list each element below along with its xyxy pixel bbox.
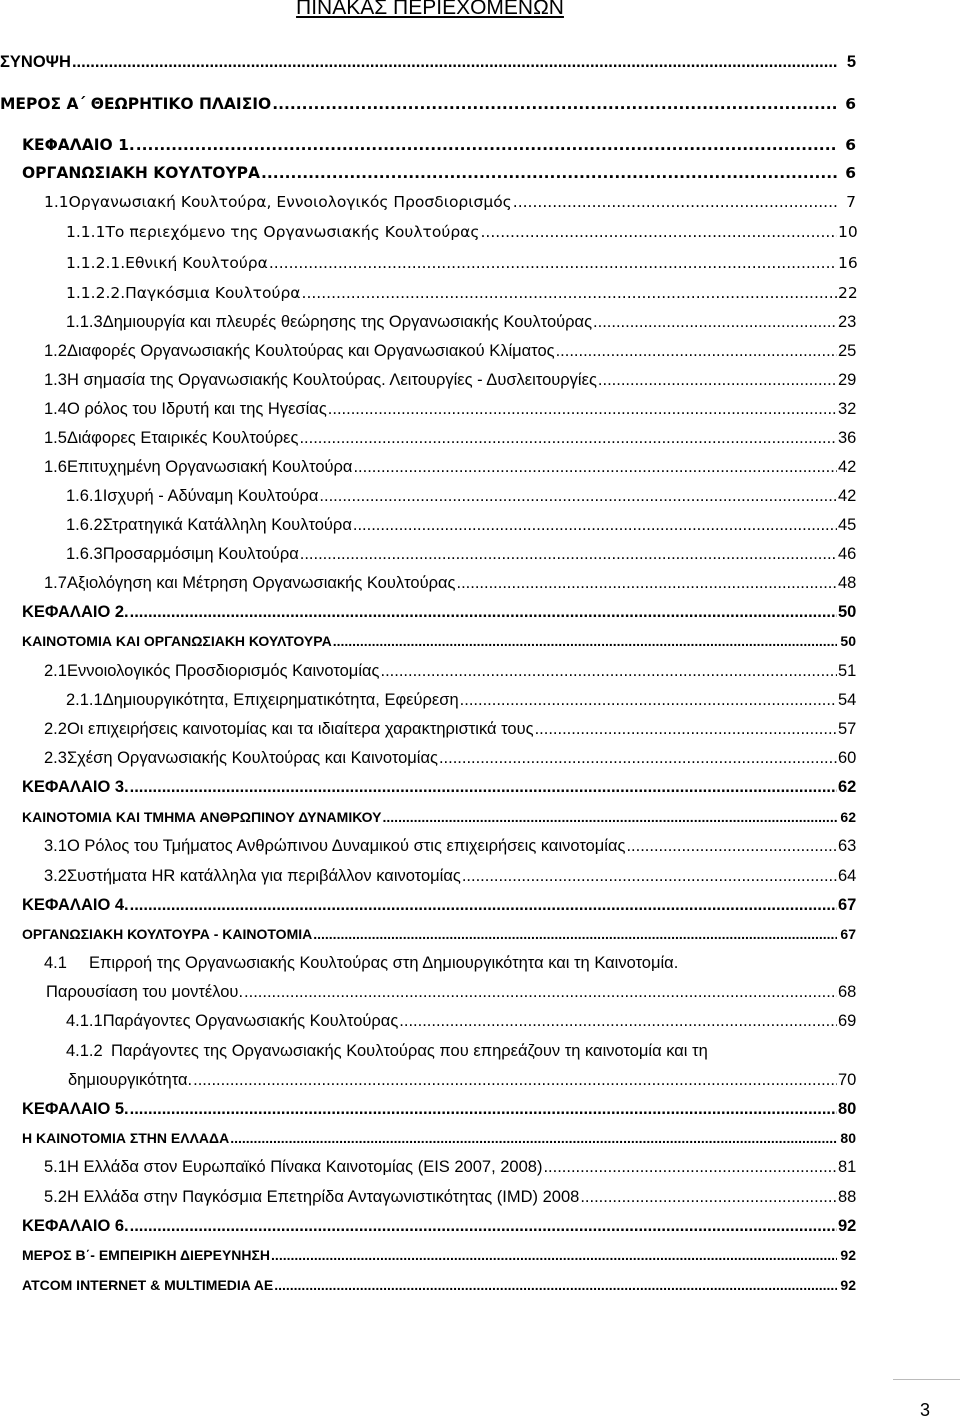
dot-leader: [244, 978, 837, 1007]
dot-leader: [460, 686, 837, 715]
dot-leader: [319, 482, 837, 511]
toc-entry[interactable]: [22, 1241, 856, 1270]
toc-entry[interactable]: [22, 627, 856, 656]
toc-entry-page: 62: [838, 778, 857, 796]
toc-entry-text: Προσαρμόσιμη Κουλτούρα: [102, 545, 299, 563]
toc-entry-number: 1.6: [44, 458, 67, 476]
toc-entry-text: ΚΕΦΑΛΑΙΟ 6.: [22, 1217, 129, 1235]
toc-entry[interactable]: [22, 920, 856, 949]
toc-entry-text: Η σημασία της Οργανωσιακής Κουλτούρας. Λειτουργίες - Δυσλειτουργίες: [66, 371, 597, 389]
toc-entry-page: 6: [845, 164, 856, 182]
toc-entry-number: 1.1.2.2.: [66, 284, 126, 302]
dot-leader: [300, 540, 837, 569]
dot-leader: [580, 1183, 837, 1212]
dot-leader: [383, 803, 837, 832]
toc-entry-text: Ισχυρή - Αδύναμη Κουλτούρα: [102, 487, 319, 505]
toc-entry-number: 1.7: [44, 574, 67, 592]
toc-entry[interactable]: [66, 1007, 856, 1036]
toc-entry-number: 1.4: [44, 400, 67, 418]
toc-entry[interactable]: [44, 424, 856, 453]
dot-leader: [353, 453, 837, 482]
dot-leader: [399, 1007, 837, 1036]
toc-entry-number: 1.1.3: [66, 313, 103, 331]
toc-entry[interactable]: [22, 803, 856, 832]
toc-entry-text: Οι επιχειρήσεις καινοτομίας και τα ιδιαίτερα χαρακτηριστικά τους: [66, 720, 534, 738]
toc-entry-number: 1.1.2.1.: [66, 254, 126, 272]
toc-entry-text: ΚΕΦΑΛΑΙΟ 5.: [22, 1100, 129, 1118]
toc-entry-text: Ο ρόλος του Ιδρυτή και της Ηγεσίας: [66, 400, 327, 418]
toc-entry-text: Η ΚΑΙΝΟΤΟΜΙΑ ΣΤΗΝ ΕΛΛΑΔΑ: [22, 1130, 230, 1146]
toc-entry[interactable]: [44, 744, 856, 773]
toc-entry-text: ΚΕΦΑΛΑΙΟ 4.: [22, 896, 129, 914]
toc-entry-page: 68: [838, 983, 857, 1001]
toc-entry-text: ΟΡΓΑΝΩΣΙΑΚΗ ΚΟΥΛΤΟΥΡΑ: [22, 164, 261, 182]
toc-entry-text: Επιρροή της Οργανωσιακής Κουλτούρας στη Δημιουργικότητα και τη Καινοτομία.: [89, 954, 679, 972]
toc-entry-number: 4.1.1: [66, 1012, 103, 1030]
dot-leader: [333, 627, 837, 656]
toc-entry-page: 81: [838, 1158, 857, 1176]
toc-entry-page: 67: [840, 926, 856, 942]
toc-entry[interactable]: [22, 1095, 856, 1124]
toc-entry-page: 80: [838, 1100, 857, 1118]
toc-entry-number: 2.1: [44, 662, 67, 680]
toc-entry-page: 42: [838, 458, 857, 476]
toc-entry-page: 57: [838, 720, 857, 738]
dot-leader: [261, 159, 837, 188]
dot-leader: [136, 131, 837, 160]
toc-entry[interactable]: [66, 686, 856, 715]
toc-entry-text: Διάφορες Εταιρικές Κουλτούρες: [66, 429, 299, 447]
toc-entry-number: 3.2: [44, 867, 67, 885]
toc-entry-number: 1.6.1: [66, 487, 103, 505]
toc-entry-page: 6: [845, 95, 856, 113]
toc-entry-number: 1.6.3: [66, 545, 103, 563]
toc-entry[interactable]: [0, 48, 856, 77]
dot-leader: [193, 1066, 837, 1095]
dot-leader: [130, 1212, 837, 1241]
dot-leader: [130, 773, 837, 802]
toc-entry[interactable]: [22, 131, 856, 160]
toc-entry[interactable]: [22, 1124, 856, 1153]
toc-entry[interactable]: [22, 159, 856, 188]
toc-entry-page: 63: [838, 837, 857, 855]
toc-entry-page: 67: [838, 896, 857, 914]
dot-leader: [513, 188, 837, 217]
toc-entry-page: 36: [838, 429, 857, 447]
toc-entry-text: Παγκόσμια Κουλτούρα: [125, 284, 301, 302]
dot-leader: [543, 1153, 837, 1182]
toc-entry-line[interactable]: [66, 1037, 708, 1066]
dot-leader: [481, 218, 838, 247]
toc-entry[interactable]: [44, 188, 856, 217]
dot-leader: [598, 366, 837, 395]
toc-entry-text: Δημιουργία και πλευρές θεώρησης της Οργανωσιακής Κουλτούρας: [102, 313, 593, 331]
toc-entry[interactable]: [22, 773, 856, 802]
toc-entry-page: 32: [838, 400, 857, 418]
toc-entry[interactable]: [66, 308, 856, 337]
toc-entry[interactable]: [44, 832, 856, 861]
dot-leader: [556, 337, 837, 366]
dot-leader: [439, 744, 837, 773]
toc-entry[interactable]: [44, 1153, 856, 1182]
toc-entry-text: ΚΑΙΝΟΤΟΜΙΑ ΚΑΙ ΤΜΗΜΑ ΑΝΘΡΩΠΙΝΟΥ ΔΥΝΑΜΙΚΟΥ: [22, 809, 382, 825]
dot-leader: [299, 424, 837, 453]
toc-entry-number: 1.5: [44, 429, 67, 447]
toc-entry-page: 51: [838, 662, 857, 680]
toc-entry-page: 10: [838, 223, 858, 241]
toc-entry-page: 7: [846, 193, 856, 211]
toc-entry-page: 46: [838, 545, 857, 563]
page-number: 3: [919, 1400, 930, 1420]
toc-entry[interactable]: [44, 862, 856, 891]
dot-leader: [130, 598, 837, 627]
dot-leader: [272, 90, 837, 119]
toc-entry-text: Οργανωσιακή Κουλτούρα, Εννοιολογικός Προσδιορισμός: [68, 193, 512, 211]
toc-entry-text: Επιτυχημένη Οργανωσιακή Κουλτούρα: [66, 458, 353, 476]
toc-entry-text: Διαφορές Οργανωσιακής Κουλτούρας και Οργανωσιακού Κλίματος: [66, 342, 555, 360]
dot-leader: [274, 1271, 837, 1300]
toc-entry-page: 54: [838, 691, 857, 709]
toc-entry-number: 1.3: [44, 371, 67, 389]
toc-entry[interactable]: [46, 978, 856, 1007]
toc-entry-text: ΚΕΦΑΛΑΙΟ 2.: [22, 603, 129, 621]
toc-entry[interactable]: [22, 1212, 856, 1241]
toc-entry-number: 5.2: [44, 1188, 67, 1206]
toc-entry[interactable]: [44, 657, 856, 686]
toc-entry-page: 70: [838, 1071, 857, 1089]
toc-entry[interactable]: [44, 366, 856, 395]
toc-entry[interactable]: [44, 569, 856, 598]
toc-entry-text: Παράγοντες της Οργανωσιακής Κουλτούρας που επηρεάζουν τη καινοτομία και τη: [111, 1042, 708, 1060]
toc-entry-text: ΣΥΝΟΨΗ: [0, 53, 71, 71]
toc-entry-number: 2.2: [44, 720, 67, 738]
toc-entry-number: 5.1: [44, 1158, 67, 1176]
dot-leader: [130, 1095, 837, 1124]
toc-entry-page: 45: [838, 516, 857, 534]
toc-entry[interactable]: [0, 90, 856, 119]
toc-entry-number: 4.1: [44, 954, 67, 972]
dot-leader: [593, 308, 837, 337]
toc-entry-text-continued: Παρουσίαση του μοντέλου.: [46, 983, 244, 1001]
toc-entry[interactable]: [44, 337, 856, 366]
dot-leader: [456, 569, 837, 598]
toc-entry-number: 1.1: [44, 193, 69, 211]
toc-entry-page: 69: [838, 1012, 857, 1030]
toc-entry[interactable]: [22, 1271, 856, 1300]
toc-entry-page: 6: [845, 136, 856, 154]
toc-title: ΠΙΝΑΚΑΣ ΠΕΡΙΕΧΟΜΕΝΩΝ: [296, 0, 564, 19]
toc-entry-page: 50: [840, 633, 856, 649]
toc-entry-page: 92: [840, 1277, 856, 1293]
toc-entry-text: Παράγοντες Οργανωσιακής Κουλτούρας: [102, 1012, 399, 1030]
toc-entry-text: Συστήματα HR κατάλληλα για περιβάλλον καινοτομίας: [66, 867, 461, 885]
dot-leader: [302, 279, 837, 308]
toc-entry-text: ATCOM INTERNET & MULTIMEDIA AE: [22, 1277, 274, 1293]
toc-entry[interactable]: [44, 715, 856, 744]
toc-entry-page: 50: [838, 603, 857, 621]
toc-entry-page: 88: [838, 1188, 857, 1206]
toc-entry-page: 42: [838, 487, 857, 505]
toc-entry-page: 5: [846, 53, 856, 71]
toc-entry-number: 2.1.1: [66, 691, 103, 709]
toc-entry-text: Αξιολόγηση και Μέτρηση Οργανωσιακής Κουλτούρας: [66, 574, 456, 592]
toc-entry[interactable]: [44, 453, 856, 482]
toc-entry-number: 1.6.2: [66, 516, 103, 534]
toc-entry-number: 3.1: [44, 837, 67, 855]
toc-entry-page: 60: [838, 749, 857, 767]
dot-leader: [130, 891, 837, 920]
toc-entry-text: Η Ελλάδα στην Παγκόσμια Επετηρίδα Ανταγωνιστικότητας (IMD) 2008: [66, 1188, 580, 1206]
toc-entry[interactable]: [68, 1066, 856, 1095]
toc-entry-text: Εννοιολογικός Προσδιορισμός Καινοτομίας: [66, 662, 380, 680]
toc-entry-text: Το περιεχόμενο της Οργανωσιακής Κουλτούρας: [105, 223, 480, 241]
toc-entry[interactable]: [66, 540, 856, 569]
toc-entry-text-continued: δημιουργικότητα.: [68, 1071, 193, 1089]
toc-entry[interactable]: [66, 279, 856, 308]
toc-entry-text: ΚΕΦΑΛΑΙΟ 1.: [22, 136, 135, 154]
dot-leader: [269, 249, 837, 278]
toc-entry[interactable]: [44, 1183, 856, 1212]
dot-leader: [328, 395, 837, 424]
toc-entry-text: ΜΕΡΟΣ Β΄- ΕΜΠΕΙΡΙΚΗ ΔΙΕΡΕΥΝΗΣΗ: [22, 1247, 271, 1263]
toc-entry-line[interactable]: [44, 949, 678, 978]
toc-entry-page: 64: [838, 867, 857, 885]
toc-entry-text: ΚΕΦΑΛΑΙΟ 3.: [22, 778, 129, 796]
toc-entry-page: 92: [840, 1247, 856, 1263]
toc-entry-page: 48: [838, 574, 857, 592]
toc-entry[interactable]: [66, 511, 856, 540]
toc-entry-page: 22: [838, 284, 858, 302]
dot-leader: [535, 715, 837, 744]
toc-entry-page: 16: [838, 254, 858, 272]
dot-leader: [313, 920, 837, 949]
dot-leader: [353, 511, 837, 540]
toc-entry-page: 29: [838, 371, 857, 389]
toc-entry[interactable]: [22, 598, 856, 627]
dot-leader: [380, 657, 837, 686]
dot-leader: [230, 1124, 837, 1153]
toc-entry-number: 2.3: [44, 749, 67, 767]
toc-entry-text: Εθνική Κουλτούρα: [125, 254, 268, 272]
toc-entry-text: Ο Ρόλος του Τμήματος Ανθρώπινου Δυναμικού στις επιχειρήσεις καινοτομίας: [66, 837, 626, 855]
toc-entry-page: 25: [838, 342, 857, 360]
toc-entry-number: 1.2: [44, 342, 67, 360]
toc-entry-number: 4.1.2: [66, 1042, 103, 1060]
footer-divider: [893, 1379, 960, 1380]
toc-entry-text: Η Ελλάδα στον Ευρωπαϊκό Πίνακα Καινοτομίας (EIS 2007, 2008): [66, 1158, 543, 1176]
toc-entry-page: 80: [840, 1130, 856, 1146]
toc-entry-text: ΚΑΙΝΟΤΟΜΙΑ ΚΑΙ ΟΡΓΑΝΩΣΙΑΚΗ ΚΟΥΛΤΟΥΡΑ: [22, 633, 332, 649]
dot-leader: [271, 1241, 837, 1270]
dot-leader: [626, 832, 837, 861]
dot-leader: [462, 862, 837, 891]
toc-entry[interactable]: [66, 482, 856, 511]
toc-entry-number: 1.1.1: [66, 223, 106, 241]
dot-leader: [72, 48, 837, 77]
toc-entry-text: ΟΡΓΑΝΩΣΙΑΚΗ ΚΟΥΛΤΟΥΡΑ - ΚΑΙΝΟΤΟΜΙΑ: [22, 926, 313, 942]
toc-entry[interactable]: [66, 249, 856, 278]
toc-entry-text: Στρατηγικά Κατάλληλη Κουλτούρα: [102, 516, 352, 534]
toc-entry-page: 23: [838, 313, 857, 331]
toc-entry-text: Δημιουργικότητα, Επιχειρηματικότητα, Εφεύρεση: [102, 691, 459, 709]
toc-entry-text: Σχέση Οργανωσιακής Κουλτούρας και Καινοτομίας: [66, 749, 438, 767]
toc-entry[interactable]: [22, 891, 856, 920]
toc-entry[interactable]: [66, 218, 856, 247]
toc-entry-page: 62: [840, 809, 856, 825]
toc-entry-text: ΜΕΡΟΣ Α΄ ΘΕΩΡΗΤΙΚΟ ΠΛΑΙΣΙΟ: [0, 95, 272, 113]
toc-entry[interactable]: [44, 395, 856, 424]
toc-entry-page: 92: [838, 1217, 857, 1235]
